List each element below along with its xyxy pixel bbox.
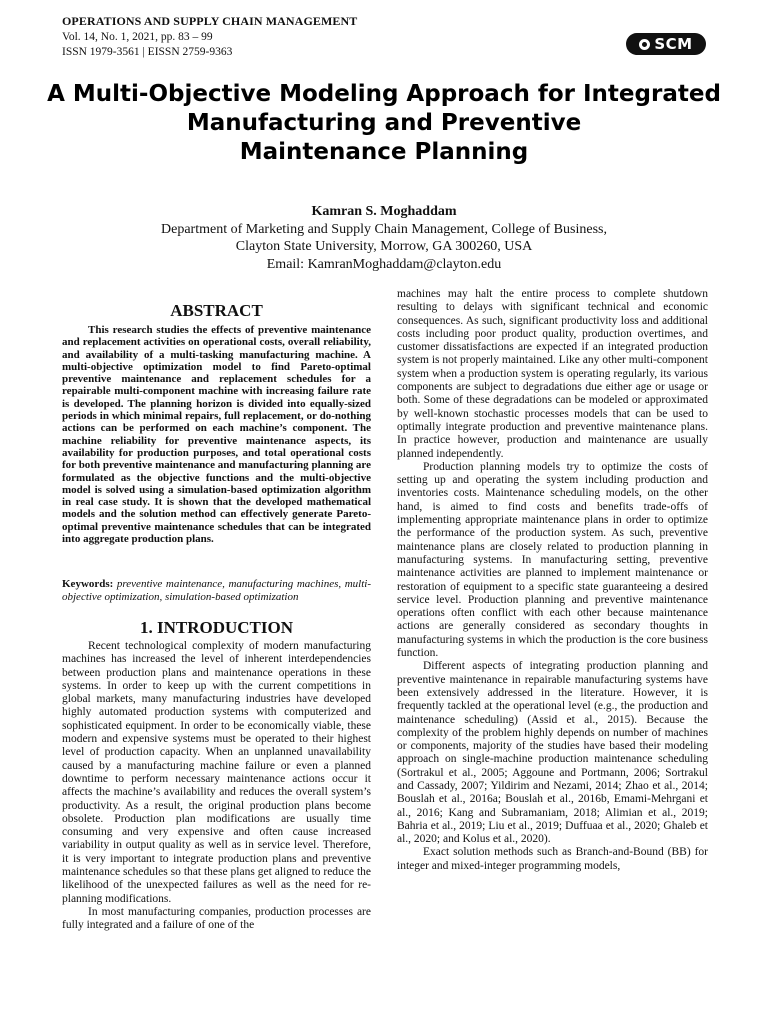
- title-line-2: Manufacturing and Preventive: [186, 110, 582, 136]
- issn-info: ISSN 1979-3561 | EISSN 2759-9363: [62, 46, 233, 58]
- abstract-text: This research studies the effects of preventive maintenance and replacement activities on operational costs, overall reliability, and availability of a multi-tasking manufacturing machine. A multi-objective optimization model to find Pareto-optimal preventive maintenance and replacement schedules for a repairable multi-component machine with increasing failure rate is developed. The planning horizon is divided into equally-sized periods in which minimal repairs, full replacement, or do-nothing actions can be performed on each machine’s component. The machine reliability for preventive maintenance aspects, its availability for production purposes, and total operational costs for both preventive maintenance and manufacturing planning are formulated as the objective functions and the multi-objective model is solved using a simulation-based optimization algorithm in real case study. It is shown that the developed mathematical models and the solution method can effectively generate Pareto-optimal preventive maintenance schedules that can be integrated into aggregate production plans.: [62, 324, 371, 546]
- abstract-heading: ABSTRACT: [170, 301, 263, 320]
- right-column-body: [397, 288, 708, 873]
- body-paragraph: machines may halt the entire process to complete shutdown resulting to delays with significant technical and economic consequences. As such, significant productivity loss and additional costs including poor product quality, production overtimes, and customer dissatisfactions are expected if an integrated production system is not properly maintained. Like any other multi-component system when a production system is operating regularly, its various components are subject to degradations due either age or usage or both. Some of these degradations can be modeled or approximated by well-known stochastic processes models that can be used to optimally integrate production and preventive maintenance plans. In practice however, production and maintenance are usually planned independently.: [397, 288, 708, 460]
- affiliation-line-1: Department of Marketing and Supply Chain Management, College of Business,: [161, 221, 607, 237]
- intro-paragraph: In most manufacturing companies, production processes are fully integrated and a failure of one of the: [62, 905, 371, 932]
- keywords-text: preventive maintenance, manufacturing machines, multi-objective optimization, simulation-based optimization: [62, 578, 371, 603]
- body-paragraph: Production planning models try to optimize the costs of setting up and operating the system including production and inventories costs. Maintenance scheduling models, on the other hand, is aimed to find costs and benefits trade-offs of implementing appropriate maintenance plans in order to optimize the performance of the production system. As such, preventive maintenance plans are closely related to production planning in manufacturing systems. In manufacturing setting, preventive maintenance activities are planned to implement maintenance or restoration of equipment to a specific state guaranteeing a desired service level. Production planning and preventive maintenance operations often conflict with each other because maintenance actions are generally considered as secondary thoughts in manufacturing systems in which the production is the core business function.: [397, 460, 708, 660]
- body-paragraph: Different aspects of integrating production planning and preventive maintenance in repairable manufacturing systems have been extensively addressed in the literature. However, it is frequently tackled at the operational level (e.g., the production and maintenance scheduling) (Assid et al., 2015). Because the complexity of the problem highly depends on number of machines or components, majority of the studies have based their modeling approach on single-machine production maintenance scheduling (Sortrakul et al., 2005; Aggoune and Portmann, 2006; Sortrakul and Cassady, 2007; Yildirim and Nezami, 2014; Zhao et al., 2014; Bouslah et al., 2016a; Bouslah et al., 2016b, Emami-Mehrgani et al., 2016; Kang and Subramaniam, 2018; Alimian et al., 2019; Bahria et al., 2019; Liu et al., 2019; Duffuaa et al., 2020; Ghaleb et al., 2020; and Kolus et al., 2020).: [397, 660, 708, 846]
- author-name: Kamran S. Moghaddam: [311, 204, 457, 219]
- keywords-label: Keywords:: [62, 578, 114, 590]
- journal-name: OPERATIONS AND SUPPLY CHAIN MANAGEMENT: [62, 14, 358, 28]
- body-paragraph: Exact solution methods such as Branch-and-Bound (BB) for integer and mixed-integer programming models,: [397, 846, 708, 872]
- logo-text: SCM: [654, 35, 693, 53]
- abstract-body: [62, 324, 371, 545]
- paper-title: [40, 80, 728, 167]
- author-block: [40, 203, 728, 273]
- volume-info: Vol. 14, No. 1, 2021, pp. 83 – 99: [62, 30, 213, 43]
- title-line-3: Maintenance Planning: [239, 139, 529, 165]
- author-email[interactable]: Email: KamranMoghaddam@clayton.edu: [266, 256, 502, 272]
- journal-logo: [626, 33, 706, 55]
- introduction-body: [62, 640, 371, 933]
- introduction-heading: 1. INTRODUCTION: [139, 618, 294, 637]
- journal-header: [62, 14, 357, 61]
- affiliation-line-2: Clayton State University, Morrow, GA 300260, USA: [235, 239, 533, 254]
- keywords: [62, 578, 371, 604]
- intro-paragraph: Recent technological complexity of modern manufacturing machines has increased the level of inherent interdependencies between production plans and maintenance operations in these systems. In order to keep up with the current competitions in global markets, many manufacturing industries have developed highly automated production systems with computerized and sophisticated equipment. In order to be economically viable, these modern and expensive systems must be operated to their highest level of production capacity. When an unplanned unavailability caused by a manufacturing machine failure or even a planned downtime to perform necessary maintenance actions occur it affects the machine’s availability and reduces the overall system’s productivity. As a result, the original production plans become obsolete. Production plan modifications are usually time consuming and very expensive and often cause increased variability in output quality as well as in service level. Therefore, it is very important to integrate production plans and preventive maintenance schedules so that these plans get aligned to reduce the likelihood of the unexpected failures as well as the need for re-planning modifications.: [62, 640, 371, 905]
- title-line-1: A Multi-Objective Modeling Approach for Integrated: [47, 81, 721, 107]
- logo-ring-icon: [639, 39, 650, 50]
